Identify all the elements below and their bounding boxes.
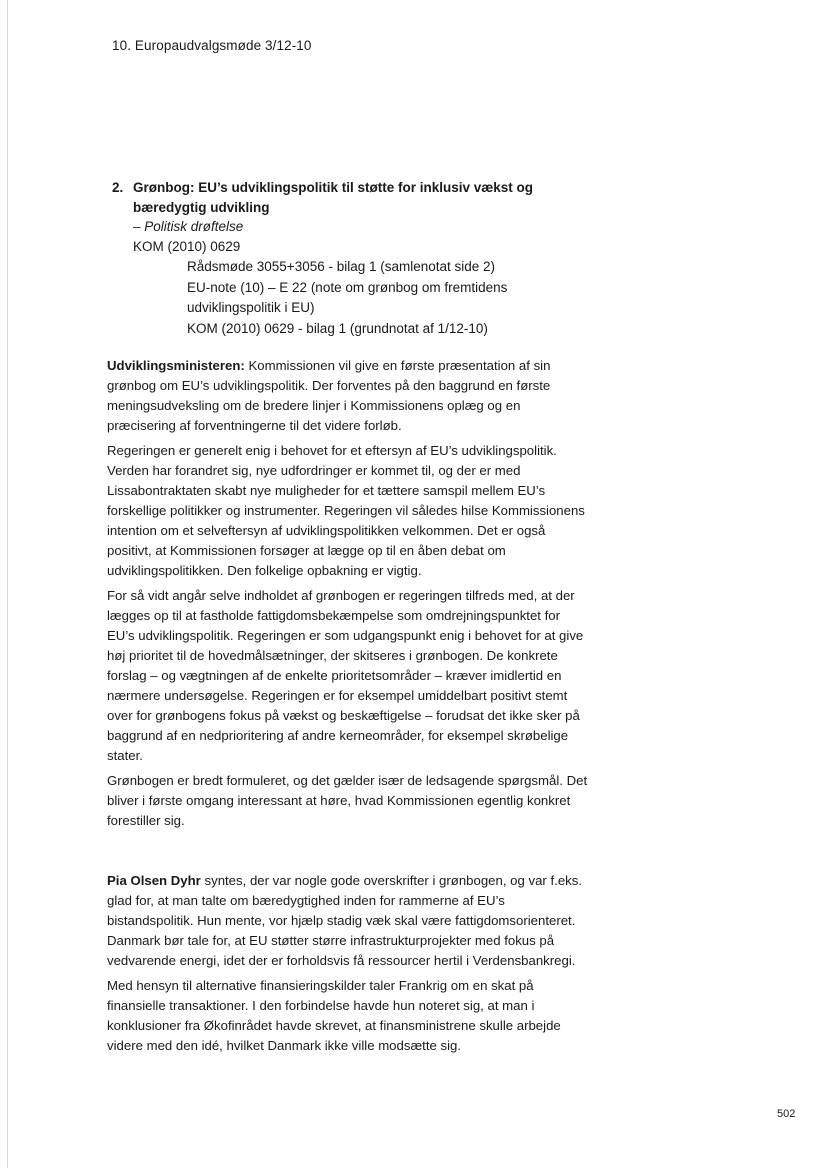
minutes-body [107,356,589,1061]
agenda-kom-reference: KOM (2010) 0629 [133,238,241,254]
paragraph: Med hensyn til alternative finansieringskilder taler Frankrig om en skat på finansielle transaktioner. I den forbindelse havde hun noteret sig, at man i konklusioner fra Økofinrådet havde skrevet, at finansministrene skulle arbejde videre med den idé, hvilket Danmark ikke ville modsætte sig. [107,978,561,1053]
reference-line: EU-note (10) – E 22 (note om grønbog om fremtidens [187,279,508,295]
reference-line: udviklingspolitik i EU) [187,300,315,315]
agenda-title: Grønbog: EU’s udviklingspolitik til støtte for inklusiv vækst og bæredygtig udvikling [133,180,534,215]
agenda-item [112,178,582,339]
paragraph: Grønbogen er bredt formuleret, og det gælder især de ledsagende spørgsmål. Det bliver i første omgang interessant at høre, hvad Kommissionen egentlig konkret forestiller sig. [107,773,588,828]
paragraph [107,871,589,971]
reference-line: Rådsmøde 3055+3056 - bilag 1 (samlenotat side 2) [187,259,496,274]
speaker-name: Pia Olsen Dyhr [107,873,201,888]
agenda-subtitle: – Politisk drøftelse [133,219,244,234]
speaker-name: Udviklingsministeren: [107,358,245,373]
agenda-references [187,257,582,339]
paragraph [107,356,589,436]
paragraph-text: syntes, der var nogle gode overskrifter i grønbogen, og var f.eks. glad for, at man talte om bæredygtighed inden for rammerne af EU’s bistandspolitik. Hun mente, vor hjælp stadig væk skal være fattigdomsorienteret. Danmark bør tale for, at EU støtter større infrastrukturprojekter med fokus på vedvarende energi, idet der er forholdsvis få ressourcer hertil i Verdensbankregi. [107,873,582,968]
scan-edge-line [7,0,8,1168]
paragraph: Regeringen er generelt enig i behovet for et eftersyn af EU’s udviklingspolitik. Verden har forandret sig, nye udfordringer er kommet til, og der er med Lissabontraktaten skabt nye muligheder for et tættere samspil mellem EU’s forskellige politikker og instrumenter. Regeringen vil således hilse Kommissionens intention om et selveftersyn af udviklingspolitikken velkommen. Det er også positivt, at Kommissionen forsøger at lægge op til en åben debat om udviklingspolitikken. Den folkelige opbakning er vigtig. [107,443,585,578]
paragraph-text: Kommissionen vil give en første præsentation af sin grønbog om EU’s udviklingspolitik. Der forventes på den baggrund en første meningsudveksling om de bredere linjer i Kommissionens oplæg og en præcisering af forventningerne til det videre forløb. [107,358,551,433]
page-number: 502 [777,1108,796,1120]
agenda-number: 2. [112,180,124,195]
paragraph: For så vidt angår selve indholdet af grønbogen er regeringen tilfreds med, at der lægges op til at fastholde fattigdomsbekæmpelse som omdrejningspunktet for EU’s udviklingspolitik. Regeringen er som udgangspunkt enig i behovet for at give høj prioritet til de hovedmålsætninger, der skitseres i grønbogen. De konkrete forslag – og vægtningen af de enkelte prioritetsområder – kræver imidlertid en nærmere undersøgelse. Regeringen er for eksempel umiddelbart positivt stemt over for grønbogens fokus på vækst og beskæftigelse – forudsat det ikke sker på baggrund af en nedprioritering af andre kerneområder, for eksempel skrøbelige stater. [107,588,584,763]
page-header: 10. Europaudvalgsmøde 3/12-10 [112,38,312,53]
reference-line: KOM (2010) 0629 - bilag 1 (grundnotat af 1/12-10) [187,320,488,336]
